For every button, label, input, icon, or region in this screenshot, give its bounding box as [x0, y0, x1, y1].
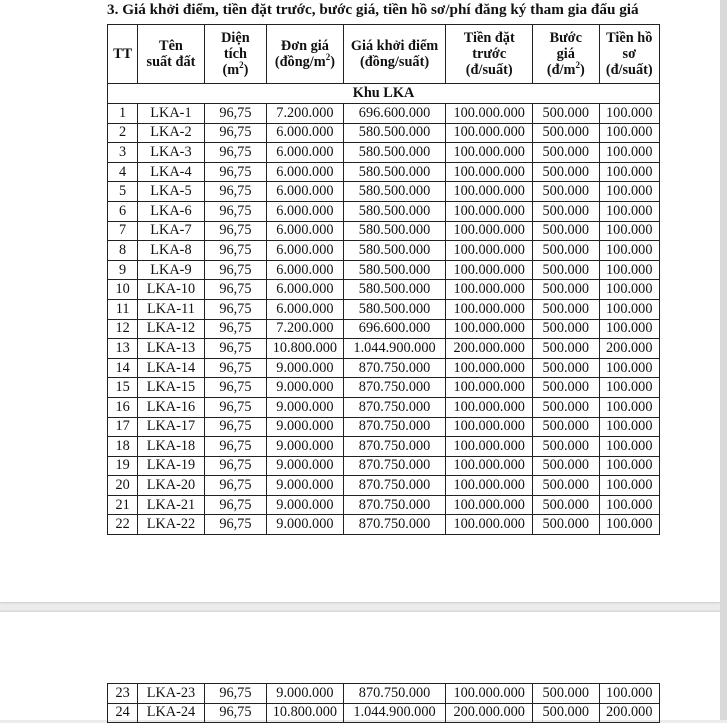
cell-name: LKA-2 [138, 123, 204, 143]
cell-name: LKA-22 [138, 515, 204, 535]
cell-fee: 100.000 [599, 684, 660, 704]
cell-area: 96,75 [204, 378, 266, 398]
cell-name: LKA-11 [138, 299, 204, 319]
cell-unit-price: 10.800.000 [267, 339, 344, 359]
cell-start-price: 580.500.000 [343, 162, 446, 182]
cell-start-price: 870.750.000 [343, 495, 446, 515]
cell-deposit: 100.000.000 [446, 495, 533, 515]
cell-tt: 21 [108, 495, 138, 515]
cell-step: 500.000 [533, 476, 599, 496]
cell-start-price: 580.500.000 [343, 241, 446, 261]
cell-area: 96,75 [204, 319, 266, 339]
cell-tt: 11 [108, 299, 138, 319]
cell-name: LKA-7 [138, 221, 204, 241]
cell-start-price: 1.044.900.000 [343, 339, 446, 359]
cell-area: 96,75 [204, 123, 266, 143]
auction-price-table [107, 24, 660, 535]
cell-fee: 100.000 [599, 417, 660, 437]
table-row [108, 104, 660, 124]
cell-tt: 8 [108, 241, 138, 261]
cell-start-price: 696.600.000 [343, 104, 446, 124]
cell-start-price: 870.750.000 [343, 476, 446, 496]
table-row [108, 476, 660, 496]
cell-tt: 9 [108, 260, 138, 280]
cell-step: 500.000 [533, 515, 599, 535]
cell-step: 500.000 [533, 397, 599, 417]
cell-name: LKA-15 [138, 378, 204, 398]
cell-tt: 23 [108, 684, 138, 704]
cell-unit-price: 9.000.000 [267, 417, 344, 437]
cell-deposit: 100.000.000 [446, 280, 533, 300]
cell-name: LKA-3 [138, 143, 204, 163]
cell-unit-price: 9.000.000 [267, 476, 344, 496]
cell-step: 500.000 [533, 378, 599, 398]
cell-deposit: 100.000.000 [446, 123, 533, 143]
cell-step: 500.000 [533, 143, 599, 163]
table-row [108, 280, 660, 300]
cell-area: 96,75 [204, 221, 266, 241]
table-row [108, 221, 660, 241]
cell-deposit: 100.000.000 [446, 476, 533, 496]
cell-fee: 200.000 [599, 703, 660, 723]
cell-tt: 6 [108, 201, 138, 221]
cell-deposit: 100.000.000 [446, 260, 533, 280]
cell-deposit: 100.000.000 [446, 241, 533, 261]
cell-name: LKA-6 [138, 201, 204, 221]
cell-start-price: 870.750.000 [343, 437, 446, 457]
cell-tt: 15 [108, 378, 138, 398]
cell-start-price: 580.500.000 [343, 221, 446, 241]
cell-unit-price: 6.000.000 [267, 280, 344, 300]
auction-price-table-continued [107, 683, 660, 723]
section-heading: 3. Giá khởi điểm, tiền đặt trước, bước giá, tiền hồ sơ/phí đăng ký tham gia đấu giá [107, 1, 639, 18]
cell-start-price: 580.500.000 [343, 123, 446, 143]
cell-step: 500.000 [533, 358, 599, 378]
cell-fee: 100.000 [599, 358, 660, 378]
header-deposit: Tiền đặt trước (đ/suất) [446, 25, 533, 84]
cell-fee: 100.000 [599, 123, 660, 143]
cell-start-price: 870.750.000 [343, 515, 446, 535]
cell-unit-price: 6.000.000 [267, 201, 344, 221]
cell-fee: 100.000 [599, 299, 660, 319]
cell-name: LKA-21 [138, 495, 204, 515]
cell-fee: 100.000 [599, 495, 660, 515]
cell-area: 96,75 [204, 417, 266, 437]
cell-start-price: 580.500.000 [343, 280, 446, 300]
cell-area: 96,75 [204, 437, 266, 457]
cell-tt: 2 [108, 123, 138, 143]
cell-name: LKA-13 [138, 339, 204, 359]
cell-tt: 17 [108, 417, 138, 437]
cell-deposit: 100.000.000 [446, 201, 533, 221]
cell-tt: 1 [108, 104, 138, 124]
cell-fee: 100.000 [599, 201, 660, 221]
table-row [108, 437, 660, 457]
cell-unit-price: 10.800.000 [267, 703, 344, 723]
cell-deposit: 100.000.000 [446, 221, 533, 241]
table-row [108, 143, 660, 163]
cell-fee: 100.000 [599, 260, 660, 280]
cell-deposit: 100.000.000 [446, 299, 533, 319]
section-row [108, 84, 660, 104]
cell-step: 500.000 [533, 319, 599, 339]
cell-deposit: 100.000.000 [446, 515, 533, 535]
cell-area: 96,75 [204, 456, 266, 476]
cell-area: 96,75 [204, 397, 266, 417]
cell-name: LKA-10 [138, 280, 204, 300]
header-area: Diện tích $(m^2)$ [204, 25, 266, 84]
cell-start-price: 870.750.000 [343, 456, 446, 476]
cell-deposit: 100.000.000 [446, 143, 533, 163]
cell-fee: 100.000 [599, 456, 660, 476]
table-row [108, 162, 660, 182]
cell-unit-price: 7.200.000 [267, 104, 344, 124]
cell-step: 500.000 [533, 684, 599, 704]
cell-tt: 4 [108, 162, 138, 182]
cell-deposit: 100.000.000 [446, 437, 533, 457]
cell-area: 96,75 [204, 104, 266, 124]
cell-area: 96,75 [204, 703, 266, 723]
header-plot-name: Tên suất đất [138, 25, 204, 84]
header-fee: Tiền hồ sơ (đ/suất) [599, 25, 660, 84]
cell-deposit: 100.000.000 [446, 182, 533, 202]
cell-fee: 100.000 [599, 397, 660, 417]
cell-step: 500.000 [533, 221, 599, 241]
cell-area: 96,75 [204, 143, 266, 163]
cell-unit-price: 6.000.000 [267, 162, 344, 182]
cell-step: 500.000 [533, 241, 599, 261]
cell-fee: 100.000 [599, 104, 660, 124]
cell-unit-price: 9.000.000 [267, 495, 344, 515]
cell-deposit: 200.000.000 [446, 339, 533, 359]
cell-name: LKA-5 [138, 182, 204, 202]
cell-fee: 100.000 [599, 378, 660, 398]
cell-tt: 22 [108, 515, 138, 535]
table-row [108, 339, 660, 359]
cell-start-price: 580.500.000 [343, 260, 446, 280]
cell-step: 500.000 [533, 162, 599, 182]
cell-start-price: 580.500.000 [343, 201, 446, 221]
cell-area: 96,75 [204, 358, 266, 378]
table-row [108, 495, 660, 515]
cell-area: 96,75 [204, 515, 266, 535]
cell-deposit: 100.000.000 [446, 417, 533, 437]
table-row [108, 456, 660, 476]
cell-start-price: 580.500.000 [343, 299, 446, 319]
header-bid-step: Bước giá $(đ/m^2)$ [533, 25, 599, 84]
cell-step: 500.000 [533, 280, 599, 300]
cell-name: LKA-24 [138, 703, 204, 723]
cell-deposit: 100.000.000 [446, 104, 533, 124]
cell-fee: 100.000 [599, 143, 660, 163]
cell-name: LKA-16 [138, 397, 204, 417]
table-row [108, 123, 660, 143]
cell-deposit: 100.000.000 [446, 378, 533, 398]
cell-area: 96,75 [204, 684, 266, 704]
table-header-row [108, 25, 660, 84]
table-row [108, 684, 660, 704]
cell-tt: 13 [108, 339, 138, 359]
cell-step: 500.000 [533, 182, 599, 202]
cell-fee: 200.000 [599, 339, 660, 359]
cell-name: LKA-23 [138, 684, 204, 704]
cell-unit-price: 6.000.000 [267, 143, 344, 163]
cell-start-price: 580.500.000 [343, 143, 446, 163]
cell-step: 500.000 [533, 339, 599, 359]
header-start-price: Giá khởi điểm (đồng/suất) [343, 25, 446, 84]
table-row [108, 182, 660, 202]
cell-area: 96,75 [204, 201, 266, 221]
cell-start-price: 696.600.000 [343, 319, 446, 339]
cell-unit-price: 9.000.000 [267, 456, 344, 476]
cell-step: 500.000 [533, 201, 599, 221]
cell-unit-price: 9.000.000 [267, 397, 344, 417]
table-row [108, 260, 660, 280]
cell-step: 500.000 [533, 703, 599, 723]
cell-tt: 24 [108, 703, 138, 723]
cell-deposit: 100.000.000 [446, 456, 533, 476]
cell-area: 96,75 [204, 260, 266, 280]
table-row [108, 358, 660, 378]
cell-step: 500.000 [533, 495, 599, 515]
cell-deposit: 100.000.000 [446, 358, 533, 378]
cell-fee: 100.000 [599, 162, 660, 182]
cell-fee: 100.000 [599, 221, 660, 241]
cell-name: LKA-4 [138, 162, 204, 182]
cell-fee: 100.000 [599, 182, 660, 202]
cell-tt: 16 [108, 397, 138, 417]
cell-fee: 100.000 [599, 241, 660, 261]
cell-name: LKA-18 [138, 437, 204, 457]
cell-unit-price: 9.000.000 [267, 378, 344, 398]
cell-name: LKA-1 [138, 104, 204, 124]
cell-unit-price: 6.000.000 [267, 241, 344, 261]
cell-start-price: 870.750.000 [343, 358, 446, 378]
cell-step: 500.000 [533, 299, 599, 319]
cell-unit-price: 7.200.000 [267, 319, 344, 339]
cell-step: 500.000 [533, 260, 599, 280]
table-row [108, 515, 660, 535]
cell-name: LKA-8 [138, 241, 204, 261]
cell-deposit: 100.000.000 [446, 162, 533, 182]
cell-step: 500.000 [533, 437, 599, 457]
cell-step: 500.000 [533, 123, 599, 143]
cell-start-price: 1.044.900.000 [343, 703, 446, 723]
table-row [108, 299, 660, 319]
cell-deposit: 100.000.000 [446, 684, 533, 704]
cell-unit-price: 6.000.000 [267, 221, 344, 241]
table-row [108, 241, 660, 261]
cell-fee: 100.000 [599, 515, 660, 535]
cell-name: LKA-14 [138, 358, 204, 378]
cell-unit-price: 9.000.000 [267, 437, 344, 457]
cell-tt: 14 [108, 358, 138, 378]
section-label: Khu LKA [108, 84, 660, 104]
table-row [108, 319, 660, 339]
cell-unit-price: 6.000.000 [267, 260, 344, 280]
cell-name: LKA-20 [138, 476, 204, 496]
header-tt: TT [108, 25, 138, 84]
cell-step: 500.000 [533, 417, 599, 437]
cell-unit-price: 9.000.000 [267, 515, 344, 535]
viewer-right-edge [720, 0, 727, 720]
cell-start-price: 870.750.000 [343, 397, 446, 417]
cell-tt: 5 [108, 182, 138, 202]
cell-fee: 100.000 [599, 437, 660, 457]
cell-unit-price: 9.000.000 [267, 358, 344, 378]
cell-unit-price: 6.000.000 [267, 299, 344, 319]
table-row [108, 201, 660, 221]
cell-area: 96,75 [204, 241, 266, 261]
cell-tt: 3 [108, 143, 138, 163]
cell-tt: 12 [108, 319, 138, 339]
table-row [108, 378, 660, 398]
cell-start-price: 870.750.000 [343, 417, 446, 437]
cell-tt: 10 [108, 280, 138, 300]
table-row [108, 397, 660, 417]
cell-area: 96,75 [204, 339, 266, 359]
cell-deposit: 100.000.000 [446, 397, 533, 417]
cell-area: 96,75 [204, 162, 266, 182]
cell-start-price: 870.750.000 [343, 378, 446, 398]
cell-unit-price: 6.000.000 [267, 123, 344, 143]
cell-tt: 19 [108, 456, 138, 476]
cell-deposit: 100.000.000 [446, 319, 533, 339]
cell-start-price: 870.750.000 [343, 684, 446, 704]
cell-tt: 20 [108, 476, 138, 496]
cell-unit-price: 9.000.000 [267, 684, 344, 704]
cell-area: 96,75 [204, 182, 266, 202]
cell-unit-price: 6.000.000 [267, 182, 344, 202]
cell-fee: 100.000 [599, 280, 660, 300]
cell-name: LKA-17 [138, 417, 204, 437]
header-unit-price: Đơn giá $(đồng/m^2)$ [267, 25, 344, 84]
cell-step: 500.000 [533, 456, 599, 476]
cell-area: 96,75 [204, 280, 266, 300]
cell-start-price: 580.500.000 [343, 182, 446, 202]
table-row [108, 417, 660, 437]
cell-tt: 18 [108, 437, 138, 457]
cell-deposit: 200.000.000 [446, 703, 533, 723]
cell-fee: 100.000 [599, 319, 660, 339]
cell-area: 96,75 [204, 495, 266, 515]
cell-fee: 100.000 [599, 476, 660, 496]
cell-tt: 7 [108, 221, 138, 241]
cell-step: 500.000 [533, 104, 599, 124]
cell-area: 96,75 [204, 299, 266, 319]
cell-name: LKA-9 [138, 260, 204, 280]
cell-name: LKA-12 [138, 319, 204, 339]
cell-name: LKA-19 [138, 456, 204, 476]
cell-area: 96,75 [204, 476, 266, 496]
